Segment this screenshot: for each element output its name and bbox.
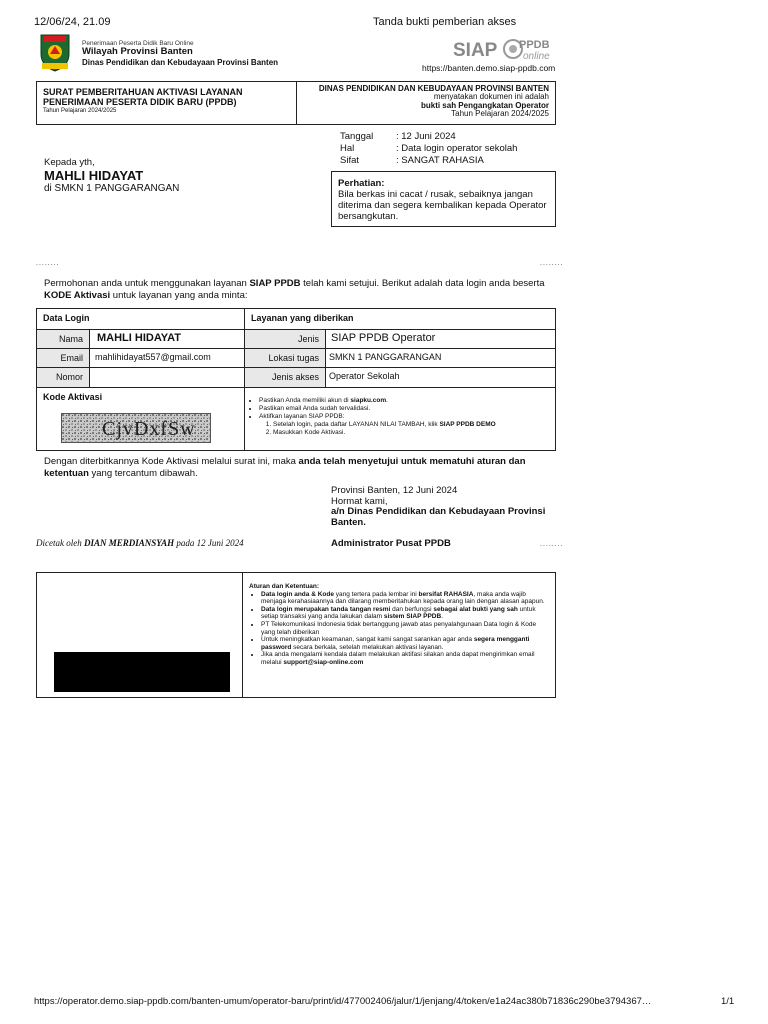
sifat-label: Sifat — [340, 155, 360, 166]
site-url: https://banten.demo.siap-ppdb.com — [422, 63, 556, 73]
printed-name: DIAN MERDIANSYAH — [83, 538, 175, 548]
agreement-paragraph — [44, 456, 554, 480]
admin-title: Administrator Pusat PPDB — [331, 538, 451, 549]
footer-url: https://operator.demo.siap-ppdb.com/banten-umum/operator-baru/print/id/477002406/jalur/1/jenjang/4/token/e1a24ac380b71836c290be3794367… — [34, 996, 652, 1007]
header-line2: Wilayah Provinsi Banten — [82, 46, 193, 58]
recipient-school: di SMKN 1 PANGGARANGAN — [44, 183, 180, 194]
rule-4-text: Untuk meningkatkan keamanan, sangat kami sangat sarankan agar anda — [261, 636, 474, 644]
issuer-proof: bukti sah Pengangkatan Operator — [420, 100, 549, 110]
nomor-label: Nomor — [37, 368, 89, 387]
akses-value: Operator Sekolah — [329, 371, 400, 381]
issuer-name: DINAS PENDIDIKAN DAN KEBUDAYAAN PROVINSI BANTEN — [318, 84, 549, 93]
rule-2-text: dan berfungsi — [390, 605, 434, 613]
agreement-bold: anda telah menyetujui untuk mematuhi aturan dan ketentuan — [44, 456, 526, 479]
rule-5-email: support@siap-online.com — [283, 658, 364, 666]
intro-text-1: Permohonan anda untuk menggunakan layanan — [44, 278, 250, 289]
perhatian-title: Perhatian: — [338, 178, 385, 189]
tanggal-value: : 12 Juni 2024 — [396, 131, 456, 142]
activation-steps — [247, 397, 547, 437]
printed-text-1: Dicetak oleh — [36, 538, 84, 548]
cut-dots-left: ........ — [36, 260, 60, 267]
step-2: • Pastikan email Anda sudah tervalidasi. — [259, 405, 547, 413]
akses-label: Jenis akses — [245, 368, 325, 387]
issuer-year: Tahun Pelajaran 2024/2025 — [451, 109, 549, 119]
jenis-value: SIAP PPDB Operator — [331, 332, 436, 344]
jenis-label: Jenis — [245, 330, 325, 348]
rules-list — [249, 583, 549, 667]
organization-header — [82, 40, 278, 68]
print-datetime: 12/06/24, 21.09 — [34, 16, 111, 28]
email-label: Email — [37, 349, 89, 367]
printed-by — [36, 538, 244, 548]
rule-1-text: yang tertera pada lembar ini — [333, 590, 419, 598]
rule-4-bold: segera mengganti password — [261, 636, 530, 651]
rule-2-bold-3: sistem SIAP PPDB — [383, 613, 442, 621]
step-1-end: . — [386, 397, 388, 404]
step-3-2: 2. Masukkan Kode Aktivasi. — [273, 429, 547, 437]
svg-text:SIAP: SIAP — [453, 40, 498, 61]
sifat-value: : SANGAT RAHASIA — [396, 155, 484, 166]
rules-box — [36, 572, 556, 698]
activation-code-captcha — [61, 413, 211, 443]
nama-value: MAHLI HIDAYAT — [97, 332, 181, 344]
step-3-1-text: Setelah login, pada daftar LAYANAN NILAI TAMBAH, klik — [273, 421, 440, 428]
recipient-block — [44, 157, 179, 194]
rule-1-text-2: , maka anda wajib menjaga kerahasiaannya dan dilarang memberitahukan kepada orang lain dengan alasan apapun. — [261, 590, 545, 606]
signature-block — [331, 486, 556, 528]
header-line1: Penerimaan Peserta Didik Baru Online — [82, 40, 194, 47]
layanan-header: Layanan yang diberikan — [251, 313, 354, 323]
redaction-block — [54, 652, 230, 692]
svg-text:PPDB: PPDB — [519, 39, 550, 51]
lokasi-value: SMKN 1 PANGGARANGAN — [329, 352, 442, 362]
rule-1-bold-2: bersifat RAHASIA — [418, 590, 474, 598]
rule-2-bold-2: sebagai alat bukti yang sah — [433, 605, 518, 613]
intro-text-3: untuk layanan yang anda minta: — [110, 290, 248, 301]
hal-label: Hal — [340, 143, 355, 154]
issuer-statement: menyatakan dokumen ini adalah — [433, 92, 549, 102]
nama-label: Nama — [37, 330, 89, 348]
letter-title-box — [36, 81, 556, 125]
captcha-text: CjvDxfSw — [102, 418, 196, 440]
rule-2-text-2: untuk setiap transaksi yang anda lakukan dalam — [261, 605, 536, 621]
intro-paragraph — [44, 278, 554, 302]
letter-meta — [340, 131, 517, 167]
kode-aktivasi-header: Kode Aktivasi — [43, 392, 103, 402]
cut-dots-right: ........ — [540, 260, 564, 267]
rule-2-bold: Data login merupakan tanda tangan resmi — [261, 605, 391, 613]
print-page-title: Tanda bukti pemberian akses — [373, 16, 517, 28]
siap-ppdb-logo — [453, 36, 557, 66]
banten-logo — [38, 32, 72, 72]
data-login-header: Data Login — [43, 313, 90, 323]
intro-text-2: telah kami setujui. Berikut adalah data login anda beserta — [300, 278, 545, 289]
step-1-link: siapku.com — [350, 397, 387, 404]
tanggal-label: Tanggal — [340, 131, 374, 142]
sign-on-behalf: a/n Dinas Pendidikan dan Kebudayaan Provinsi Banten. — [331, 506, 546, 528]
login-data-table — [36, 308, 556, 451]
step-1-text: Pastikan Anda memiliki akun di — [259, 397, 351, 404]
footer-page-count: 1/1 — [721, 996, 735, 1007]
sign-place-date: Provinsi Banten, 12 Juni 2024 — [331, 485, 458, 496]
letter-title-1: SURAT PEMBERITAHUAN AKTIVASI LAYANAN — [43, 87, 243, 97]
rule-3: • PT Telekomunikasi Indonesia tidak bertanggung jawab atas penyalahgunaan Data login & Kode yang telah diberikan — [261, 621, 549, 636]
email-value: mahlihidayat557@gmail.com — [95, 352, 211, 362]
rule-1-bold: Data login anda & Kode — [261, 590, 334, 598]
rule-4-text-2: secara berkala, setelah melakukan aktivasi layanan. — [291, 643, 444, 651]
hal-value: : Data login operator sekolah — [396, 143, 518, 154]
printed-text-2: pada 12 Juni 2024 — [174, 538, 244, 548]
recipient-name: MAHLI HIDAYAT — [44, 168, 144, 183]
svg-text:online: online — [523, 51, 550, 62]
rules-title: Aturan dan Ketentuan: — [249, 583, 320, 590]
cut-dots-right-2: ........ — [540, 541, 564, 548]
rule-5-text: Jika anda mengalami kendala dalam melakukan aktifasi silakan anda dapat mengirimkan email melalui — [261, 651, 535, 666]
agreement-text-1: Dengan diterbitkannya Kode Aktivasi melalui surat ini, maka — [44, 456, 299, 467]
letter-title-2: PENERIMAAN PESERTA DIDIK BARU (PPDB) — [43, 96, 237, 107]
recipient-salutation: Kepada yth, — [44, 157, 95, 168]
redacted-panel — [37, 573, 243, 697]
intro-bold-kode: KODE Aktivasi — [44, 290, 111, 301]
perhatian-text: Bila berkas ini cacat / rusak, sebaiknya jangan diterima dan segera kembalikan kepada Operator bersangkutan. — [338, 189, 547, 222]
rule-2-text-3: . — [441, 613, 443, 621]
step-3: Aktifkan layanan SIAP PPDB: — [259, 413, 345, 420]
intro-bold-siap: SIAP PPDB — [249, 278, 301, 289]
sign-regards: Hormat kami, — [331, 495, 388, 507]
letter-year: Tahun Pelajaran 2024/2025 — [43, 107, 117, 114]
header-line3: Dinas Pendidikan dan Kebudayaan Provinsi Banten — [82, 58, 279, 68]
perhatian-box — [331, 171, 556, 227]
agreement-text-2: yang tercantum dibawah. — [88, 468, 198, 479]
lokasi-label: Lokasi tugas — [245, 349, 325, 367]
step-3-1-bold: SIAP PPDB DEMO — [439, 421, 496, 428]
